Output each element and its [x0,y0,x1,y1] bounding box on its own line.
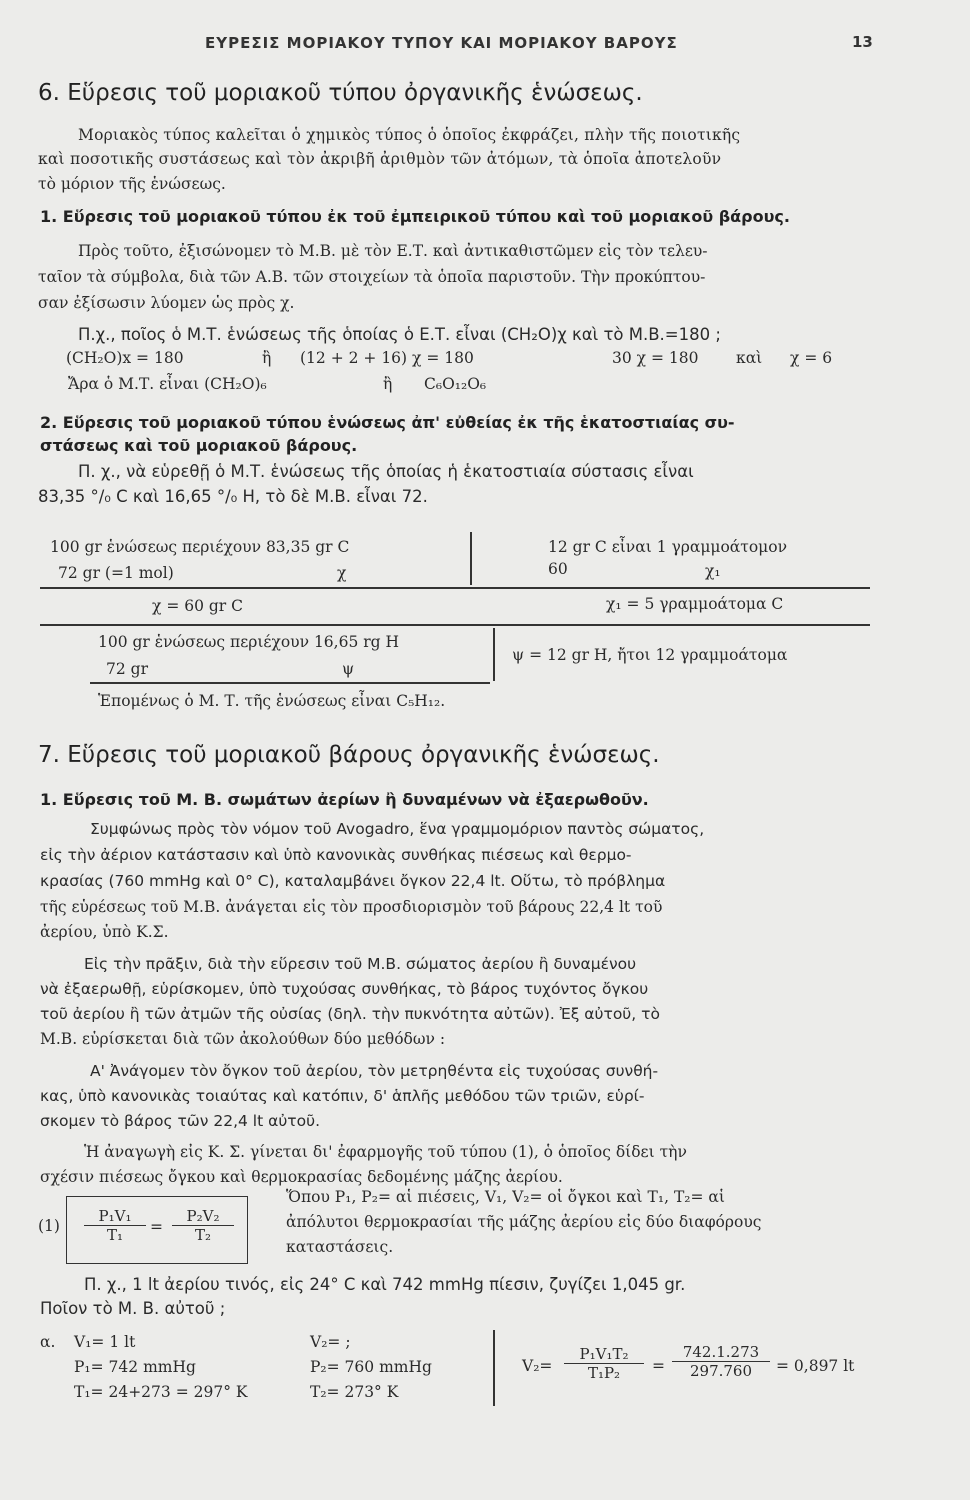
calc-c-line-2-var: χ [337,564,347,582]
running-header: ΕΥΡΕΣΙΣ ΜΟΡΙΑΚΟΥ ΤΥΠΟΥ ΚΑΙ ΜΟΡΙΑΚΟΥ ΒΑΡΟΥΣ [205,34,678,52]
calc-vertical-divider-1 [470,532,472,585]
s6-sub1-para-line-2: ταῖον τὰ σύμβολα, διὰ τῶν Α.Β. τῶν στοιχείων τὰ ὁποῖα παριστοῦν. Τὴν προκύπτου- [38,268,706,286]
given-p1: P₁= 742 mmHg [74,1358,196,1376]
s6-sub2-title-line-1: 2. Εὕρεσις τοῦ μοριακοῦ τύπου ἑνώσεως ἀπ' εὐθείας ἐκ τῆς ἑκατοστιαίας συ- [40,413,735,432]
formula-text-line-2: ἀπόλυτοι θερμοκρασίαι τῆς μάζης ἀερίου εἰς δύο διαφόρους [286,1213,762,1231]
calc-horizontal-rule-1 [40,587,870,589]
s7-reduction-line-1: Ἡ ἀναγωγὴ εἰς Κ. Σ. γίνεται δι' ἐφαρμογῆς τοῦ τύπου (1), ὁ ὁποῖος δίδει τὴν [84,1143,687,1161]
calc-c-line-2-left: 72 gr (=1 mol) [58,564,174,582]
eq-1-or: ἢ [262,349,272,367]
given-t1: T₁= 24+273 = 297° K [74,1383,248,1401]
s6-intro-line-1: Μοριακὸς τύπος καλεῖται ὁ χημικὸς τύπος ὁ ὁποῖος ἐκφράζει, πλὴν τῆς ποιοτικῆς [78,126,741,144]
calc-c-right-2-left: 60 [548,560,568,578]
given-p2: P₂= 760 mmHg [310,1358,432,1376]
eq-2: (12 + 2 + 16) χ = 180 [300,349,474,367]
solution-lhs: V₂= [522,1357,553,1375]
formula-fraction-right [172,1207,234,1244]
s7-method-a-line-3: σκομεν τὸ βάρος τῶν 22,4 lt αὐτοῦ. [40,1112,321,1130]
s7-method-a-line-1: Α' Ἀνάγομεν τὸν ὄγκον τοῦ ἀερίου, τὸν μετρηθέντα εἰς τυχούσας συνθή- [90,1062,659,1080]
s7-para2-line-3: τοῦ ἀερίου ἢ τῶν ἀτμῶν τῆς οὐσίας (δηλ. τὴν πυκνότητα αὐτῶν). Ἐξ αὐτοῦ, τὸ [40,1005,660,1023]
given-t2: T₂= 273° K [310,1383,399,1401]
s7-para1-line-2: εἰς τὴν ἀέριον κατάστασιν καὶ ὑπὸ κανονικὰς συνθήκας πιέσεως καὶ θερμο- [40,846,632,864]
solution-num: P₁V₁T₂ [564,1345,644,1364]
s6-sub2-example-line-1: Π. χ., νὰ εὑρεθῇ ὁ Μ.Τ. ἑνώσεως τῆς ὁποίας ἡ ἑκατοστιαία σύστασις εἶναι [78,462,694,481]
formula-num-2: P₂V₂ [172,1207,234,1226]
s6-sub2-example-line-2: 83,35 °/₀ C καὶ 16,65 °/₀ H, τὸ δὲ Μ.Β. εἶναι 72. [38,487,428,506]
calc-h-line-2-var: ψ [342,660,355,678]
solution-fraction-numeric [672,1343,770,1380]
calc-conclusion: Ἑπομένως ὁ Μ. Τ. τῆς ἑνώσεως εἶναι C₅H₁₂. [98,692,446,710]
page-number: 13 [852,33,873,51]
eq-3: 30 χ = 180 [612,349,699,367]
s6-sub2-title-line-2: στάσεως καὶ τοῦ μοριακοῦ βάρους. [40,436,358,455]
s6-sub1-para-line-3: σαν ἐξίσωσιν λύομεν ὡς πρὸς χ. [38,294,295,312]
s7-example-line-2: Ποῖον τὸ Μ. Β. αὐτοῦ ; [40,1299,226,1318]
s6-sub1-result: Ἄρα ὁ Μ.Τ. εἶναι (CH₂O)₆ [68,375,267,393]
given-v1: V₁= 1 lt [74,1333,136,1351]
s7-sub1-title: 1. Εὕρεσις τοῦ Μ. Β. σωμάτων ἀερίων ἢ δυναμένων νὰ ἐξαερωθοῦν. [40,790,649,809]
solution-fraction-symbolic [564,1345,644,1382]
given-vertical-divider [493,1330,495,1406]
s6-sub1-result-or: ἢ [383,375,393,393]
given-label: α. [40,1333,56,1351]
calc-h-line-1: 100 gr ἑνώσεως περιέχουν 16,65 rg H [98,633,400,651]
s6-sub1-title: 1. Εὕρεσις τοῦ μοριακοῦ τύπου ἐκ τοῦ ἐμπειρικοῦ τύπου καὶ τοῦ μοριακοῦ βάρους. [40,207,790,226]
calc-c-line-1: 100 gr ἑνώσεως περιέχουν 83,35 gr C [50,538,350,556]
s7-para1-line-1: Συμφώνως πρὸς τὸν νόμον τοῦ Avogadro, ἕνα γραμμομόριον παντὸς σώματος, [90,820,705,838]
formula-label: (1) [38,1217,60,1235]
eq-3-and: καὶ [736,349,763,367]
solution-num-2: 742.1.273 [672,1343,770,1362]
s6-sub1-example: Π.χ., ποῖος ὁ Μ.Τ. ἑνώσεως τῆς ὁποίας ὁ Ε.Τ. εἶναι (CH₂O)χ καὶ τὸ Μ.Β.=180 ; [78,325,721,344]
solution-den: T₁P₂ [587,1364,621,1382]
calc-c-result: χ = 60 gr C [152,597,244,615]
s7-para1-line-3: κρασίας (760 mmHg καὶ 0° C), καταλαμβάνει ὄγκον 22,4 lt. Οὕτω, τὸ πρόβλημα [40,872,666,890]
calc-c-right-2-var: χ₁ [705,562,721,580]
formula-equals: = [150,1218,163,1236]
section-6-title: 6. Εὕρεσις τοῦ μοριακοῦ τύπου ὀργανικῆς ἑνώσεως. [38,80,643,106]
section-7-title: 7. Εὕρεσις τοῦ μοριακοῦ βάρους ὀργανικῆς ἑνώσεως. [38,742,660,768]
given-v2: V₂= ; [310,1333,351,1351]
s7-reduction-line-2: σχέσιν πιέσεως ὄγκου καὶ θερμοκρασίας δεδομένης μάζης ἀερίου. [40,1168,563,1186]
calc-h-line-2-left: 72 gr [106,660,148,678]
calc-horizontal-rule-3 [90,682,490,684]
s7-para1-line-5: ἀερίου, ὑπὸ Κ.Σ. [40,923,169,941]
calc-horizontal-rule-2 [40,624,870,626]
formula-fraction-left [84,1207,146,1244]
s6-intro-line-3: τὸ μόριον τῆς ἑνώσεως. [38,175,226,193]
calc-vertical-divider-2 [493,628,495,681]
solution-result: = 0,897 lt [776,1357,855,1375]
solution-den-2: 297.760 [689,1362,753,1380]
formula-text-line-1: Ὅπου P₁, P₂= αἱ πιέσεις, V₁, V₂= οἱ ὄγκοι καὶ T₁, T₂= αἱ [286,1188,725,1206]
calc-c-right-result: χ₁ = 5 γραμμοάτομα C [606,595,784,613]
solution-equals: = [652,1357,665,1375]
eq-1: (CH₂O)x = 180 [66,349,184,367]
s7-para1-line-4: τῆς εὑρέσεως τοῦ Μ.Β. ἀνάγεται εἰς τὸν προσδιορισμὸν τοῦ βάρους 22,4 lt τοῦ [40,898,663,916]
formula-den-1: T₁ [106,1226,124,1244]
s6-sub1-para-line-1: Πρὸς τοῦτο, ἐξισώνομεν τὸ Μ.Β. μὲ τὸν Ε.Τ. καὶ ἀντικαθιστῶμεν εἰς τὸν τελευ- [78,242,708,260]
s7-example-line-1: Π. χ., 1 lt ἀερίου τινός, εἰς 24° C καὶ 742 mmHg πίεσιν, ζυγίζει 1,045 gr. [84,1275,686,1294]
s7-para2-line-1: Εἰς τὴν πρᾶξιν, διὰ τὴν εὕρεσιν τοῦ Μ.Β. σώματος ἀερίου ἢ δυναμένου [84,955,637,973]
s7-para2-line-2: νὰ ἐξαερωθῇ, εὑρίσκομεν, ὑπὸ τυχούσας συνθήκας, τὸ βάρος τυχόντος ὄγκου [40,980,649,998]
formula-text-line-3: καταστάσεις. [286,1238,394,1256]
formula-den-2: T₂ [194,1226,212,1244]
calc-c-right-1: 12 gr C εἶναι 1 γραμμοάτομον [548,538,788,556]
s7-para2-line-4: Μ.Β. εὑρίσκεται διὰ τῶν ἀκολούθων δύο μεθόδων : [40,1030,446,1048]
calc-h-right: ψ = 12 gr H, ἤτοι 12 γραμμοάτομα [512,646,788,664]
formula-num-1: P₁V₁ [84,1207,146,1226]
s6-sub1-result-formula: C₆O₁₂O₆ [424,375,487,393]
s7-method-a-line-2: κας, ὑπὸ κανονικὰς τοιαύτας καὶ κατόπιν, δ' ἁπλῆς μεθόδου τῶν τριῶν, εὑρί- [40,1087,645,1105]
eq-4: χ = 6 [790,349,833,367]
s6-intro-line-2: καὶ ποσοτικῆς συστάσεως καὶ τὸν ἀκριβῆ ἀριθμὸν τῶν ἀτόμων, τὰ ὁποῖα ἀποτελοῦν [38,150,722,168]
